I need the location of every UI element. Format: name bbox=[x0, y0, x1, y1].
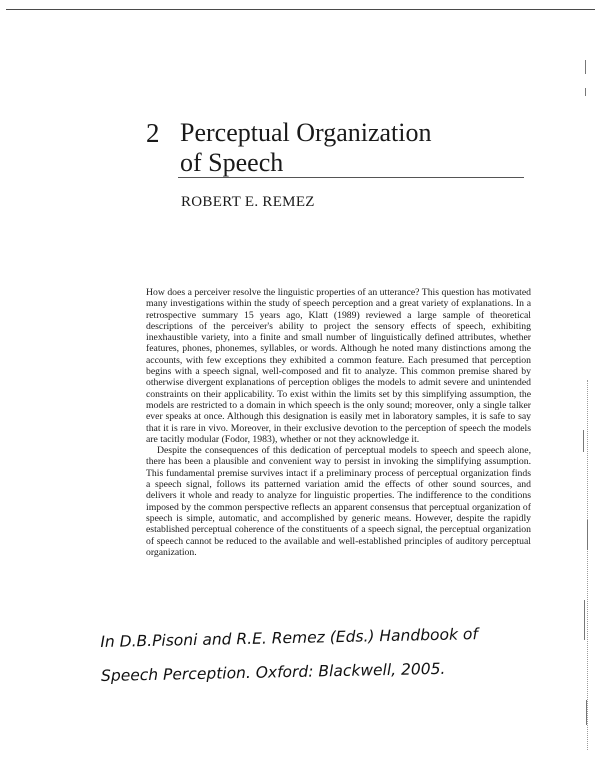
title-rule bbox=[178, 177, 524, 178]
handwritten-line-2: Speech Perception. Oxford: Blackwell, 2005. bbox=[100, 659, 446, 685]
scan-edge-artifact bbox=[587, 380, 594, 750]
handwritten-line-1: In D.B.Pisoni and R.E. Remez (Eds.) Handbook of bbox=[100, 625, 479, 651]
paragraph-1: How does a perceiver resolve the linguistic properties of an utterance? This question has motivated many investigations within the study of speech perception and a great variety of explanations. In a retrospective summary 15 years ago, Klatt (1989) reviewed a large sample of theoretical descriptions of the perceiver's ability to project the sensory effects of speech, exhibiting inexhaustible variety, into a finite and small number of linguistically defined attributes, whether features, phones, phonemes, syllables, or words. Although he noted many distinctions among the accounts, with few exceptions they exhibited a common feature. Each presumed that perception begins with a speech signal, well-composed and fit to analyze. This common premise shared by otherwise divergent explanations of perception obliges the models to admit severe and unintended constraints on their applicability. To exist within the limits set by this simplifying assumption, the models are restricted to a domain in which speech is the only sound; moreover, only a single talker ever speaks at once. Although this designation is easily met in laboratory samples, it is safe to say that it is rare in vivo. Moreover, in their exclusive devotion to the perception of speech the models are tacitly modular (Fodor, 1983), whether or not they acknowledge it. bbox=[146, 287, 531, 445]
paragraph-2: Despite the consequences of this dedication of perceptual models to speech and speech alone, there has been a plausible and convenient way to persist in invoking the simplifying assumption. This fundamental premise survives intact if a preliminary process of perceptual organization finds a speech signal, follows its patterned variation amid the effects of other sound sources, and delivers it whole and ready to analyze for linguistic properties. The indifference to the conditions imposed by the common perspective reflects an apparent consensus that perceptual organization of speech is simple, automatic, and accomplished by generic means. However, despite the rapidly established perceptual coherence of the constituents of a speech signal, the perceptual organization of speech cannot be reduced to the available and well-established principles of auditory perceptual organization. bbox=[146, 445, 531, 558]
handwritten-citation bbox=[100, 617, 479, 693]
chapter-title-line-2: of Speech bbox=[180, 148, 284, 177]
chapter-title bbox=[180, 118, 440, 178]
top-rule bbox=[6, 9, 595, 10]
chapter-title-line-1: Perceptual Organization bbox=[180, 118, 432, 147]
body-text bbox=[146, 287, 531, 558]
chapter-number: 2 bbox=[146, 118, 160, 148]
author-name: ROBERT E. REMEZ bbox=[181, 194, 315, 210]
